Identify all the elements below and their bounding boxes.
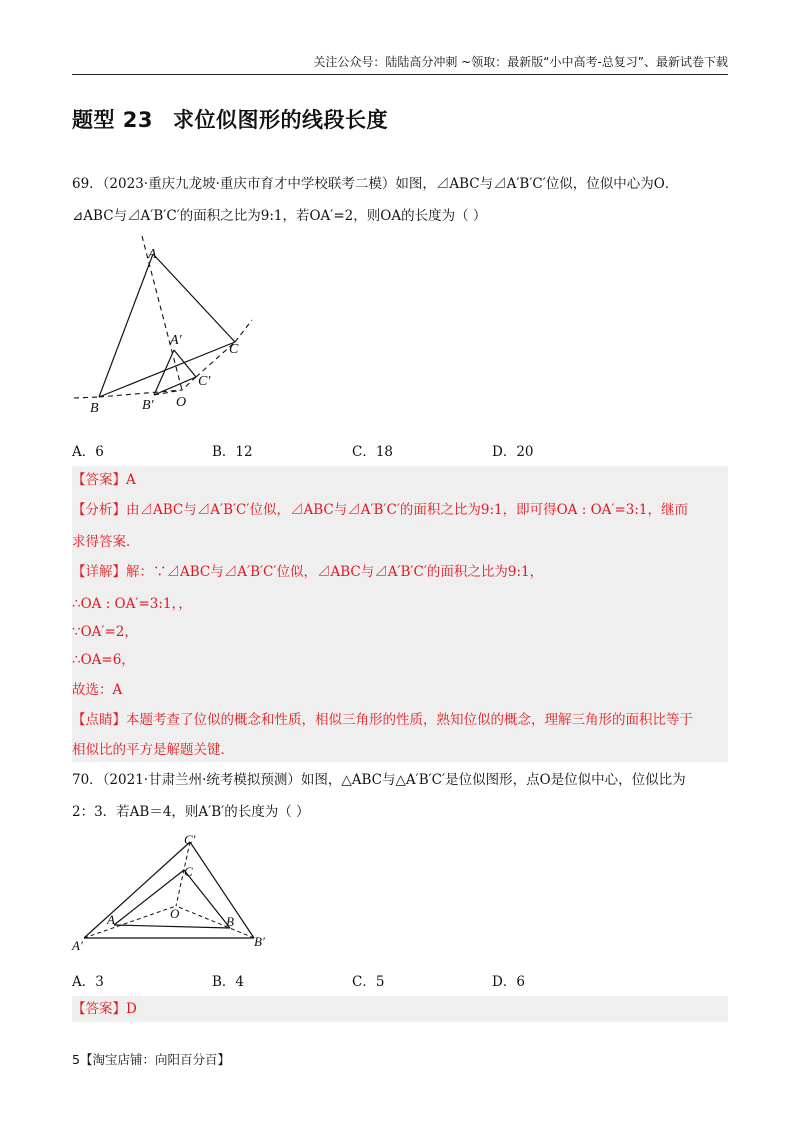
q69-label-A: A xyxy=(148,247,157,262)
q70-stem-line1: 70．（2021·甘肃兰州·统考模拟预测）如图，△ABC与△A′B′C′是位似图形，点O是位似中心，位似比为 xyxy=(72,772,686,788)
q69-answer xyxy=(72,470,732,490)
q70-label-A1: A′ xyxy=(72,938,83,953)
q70-options xyxy=(72,970,632,990)
q70-label-B: B xyxy=(226,914,234,929)
q70-option-a[interactable]: A．3 xyxy=(72,974,104,990)
q70-label-O: O xyxy=(170,906,180,921)
q70-option-b[interactable]: B．4 xyxy=(212,974,245,990)
answer-value: D xyxy=(126,1001,137,1017)
q70-label-B1: B′ xyxy=(254,934,265,949)
q69-options xyxy=(72,440,632,460)
q70-figure xyxy=(70,834,280,958)
q70-label-A: A xyxy=(107,912,115,927)
q69-stem-line2: ⊿ABC与⊿A′B′C′的面积之比为9:1，若OA′=2，则OA的长度为（ ） xyxy=(72,208,487,224)
q69-comment-line2: 相似比的平方是解题关键． xyxy=(72,742,234,758)
q70-label-C: C xyxy=(184,864,193,879)
q69-label-A1: A′ xyxy=(170,333,182,348)
shop-name: 【淘宝店铺：向阳百分百】 xyxy=(79,1052,230,1067)
q70-label-C1: C′ xyxy=(184,834,196,847)
q69-detail-line5: 故选：A xyxy=(72,682,123,698)
page-number: 5 xyxy=(72,1052,80,1067)
q69-label-B1: B′ xyxy=(142,398,154,412)
q70-option-c[interactable]: C．5 xyxy=(352,974,385,990)
q69-option-c[interactable]: C．18 xyxy=(352,444,394,460)
answer-tag: 【答案】 xyxy=(72,472,126,488)
q69-option-b[interactable]: B．12 xyxy=(212,444,253,460)
detail-text: 解：∵⊿ABC与⊿A′B′C′位似，⊿ABC与⊿A′B′C′的面积之比为9:1， xyxy=(126,564,544,580)
q69-label-C1: C′ xyxy=(198,374,211,389)
comment-text: 本题考查了位似的概念和性质，相似三角形的性质，熟知位似的概念，理解三角形的面积比等于 xyxy=(126,712,693,728)
answer-value: A xyxy=(126,472,136,488)
q69-stem-line1: 69．（2023·重庆九龙坡·重庆市育才中学校联考二模）如图，⊿ABC与⊿A′B′C′位似，位似中心为O． xyxy=(72,176,679,192)
q69-option-a[interactable]: A．6 xyxy=(72,444,104,460)
q69-detail-line3: ∵OA′=2， xyxy=(72,624,138,640)
q70-option-d[interactable]: D．6 xyxy=(492,974,525,990)
section-title xyxy=(72,104,388,134)
page-footer xyxy=(72,1050,230,1068)
q69-comment-line1 xyxy=(72,710,732,730)
q69-label-B: B xyxy=(90,401,99,412)
answer-tag: 【答案】 xyxy=(72,1001,126,1017)
analysis-text: 由⊿ABC与⊿A′B′C′位似，⊿ABC与⊿A′B′C′的面积之比为9:1，即可得OA : OA′=3:1，继而 xyxy=(126,502,688,518)
q69-detail-line4: ∴OA=6， xyxy=(72,652,135,668)
q70-stem-line2: 2：3．若AB＝4，则A′B′的长度为（ ） xyxy=(72,804,310,820)
analysis-tag: 【分析】 xyxy=(72,502,126,518)
q69-analysis-line1 xyxy=(72,500,732,520)
q69-label-O: O xyxy=(176,395,187,410)
q69-analysis-line2: 求得答案． xyxy=(72,534,140,550)
q69-detail-line1 xyxy=(72,562,732,582)
detail-tag: 【详解】 xyxy=(72,564,126,580)
page-header: 关注公众号：陆陆高分冲刺 ~领取：最新版“小中高考-总复习”、最新试卷下载 xyxy=(72,52,728,75)
q69-detail-line2: ∴OA : OA′=3:1，， xyxy=(72,596,192,612)
section-heading: 求位似图形的线段长度 xyxy=(173,108,389,132)
section-label: 题型 23 xyxy=(72,108,154,132)
q69-option-d[interactable]: D．20 xyxy=(492,444,534,460)
q69-label-C: C xyxy=(229,342,239,357)
comment-tag: 【点睛】 xyxy=(72,712,126,728)
q70-answer xyxy=(72,999,732,1019)
q69-figure xyxy=(70,232,260,412)
